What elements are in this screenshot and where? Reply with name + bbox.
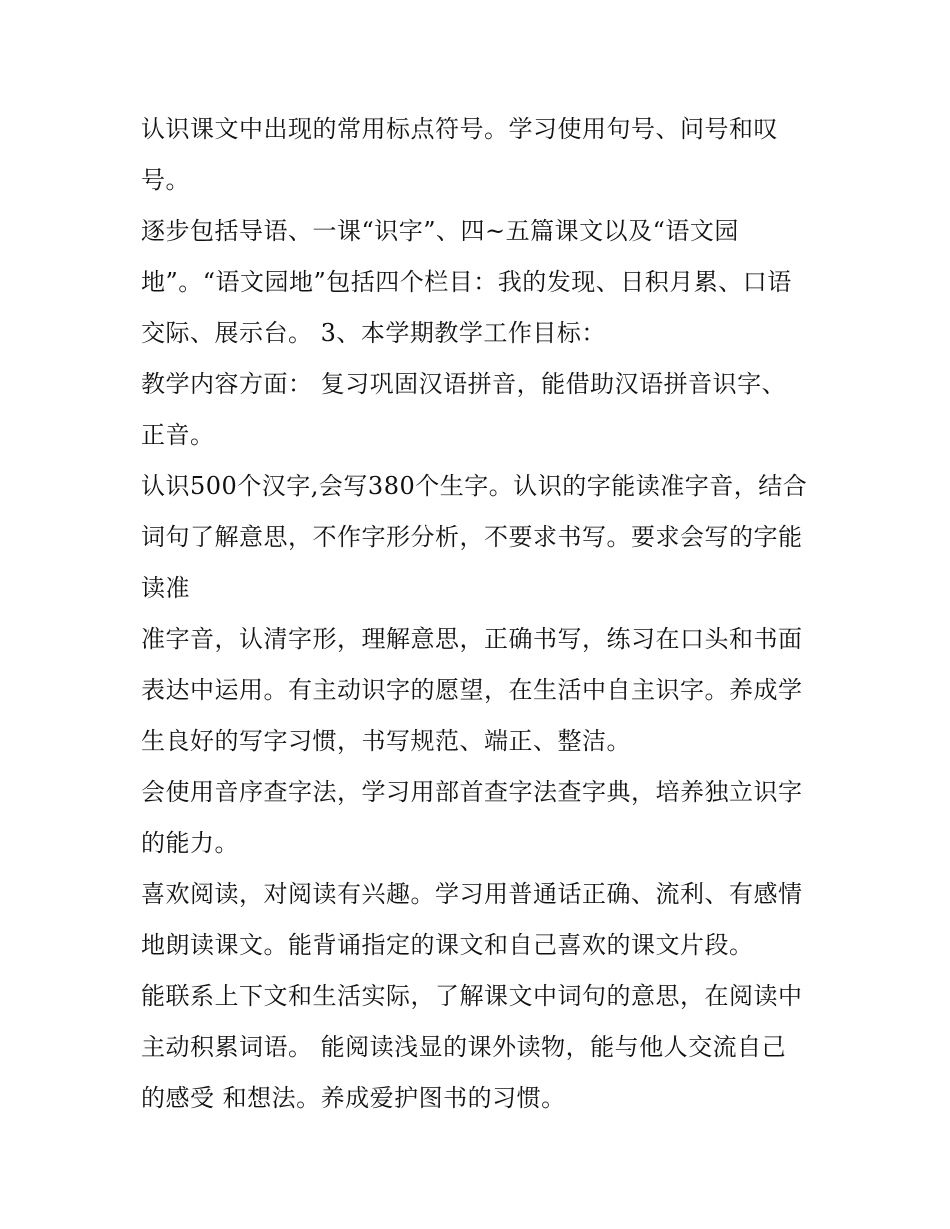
text-line: 号。 — [141, 166, 190, 194]
text-line: 词句了解意思，不作字形分析，不要求书写。要求会写的字能 — [141, 523, 803, 551]
text-line: 正音。 — [141, 421, 215, 449]
text-line: 的感受 和想法。养成爱护图书的习惯。 — [141, 1084, 566, 1112]
text-line: 认识500个汉字,会写380个生字。认识的字能读准字音，结合 — [141, 472, 808, 500]
body-text — [141, 104, 821, 1124]
text-line: 喜欢阅读，对阅读有兴趣。学习用普通话正确、流利、有感情 — [141, 880, 803, 908]
text-line: 主动积累词语。 能阅读浅显的课外读物，能与他人交流自己 — [141, 1033, 787, 1061]
text-line: 地”。“语文园地”包括四个栏目：我的发现、日积月累、口语 — [141, 268, 792, 296]
text-line: 表达中运用。有主动识字的愿望，在生活中自主识字。养成学 — [141, 676, 803, 704]
text-line: 认识课文中出现的常用标点符号。学习使用句号、问号和叹 — [141, 115, 778, 143]
text-line: 准字音，认清字形，理解意思，正确书写，练习在口头和书面 — [141, 625, 803, 653]
text-line: 读准 — [141, 574, 190, 602]
text-line: 逐步包括导语、一课“识字”、四~五篇课文以及“语文园 — [141, 217, 739, 245]
text-line: 生良好的写字习惯，书写规范、端正、整洁。 — [141, 727, 631, 755]
text-line: 地朗读课文。能背诵指定的课文和自己喜欢的课文片段。 — [141, 931, 754, 959]
text-line: 教学内容方面： 复习巩固汉语拼音，能借助汉语拼音识字、 — [141, 370, 787, 398]
text-line: 的能力。 — [141, 829, 239, 857]
text-line: 能联系上下文和生活实际，了解课文中词句的意思，在阅读中 — [141, 982, 803, 1010]
text-line: 会使用音序查字法，学习用部首查字法查字典，培养独立识字 — [141, 778, 803, 806]
text-line: 交际、展示台。 3、本学期教学工作目标： — [141, 319, 606, 347]
